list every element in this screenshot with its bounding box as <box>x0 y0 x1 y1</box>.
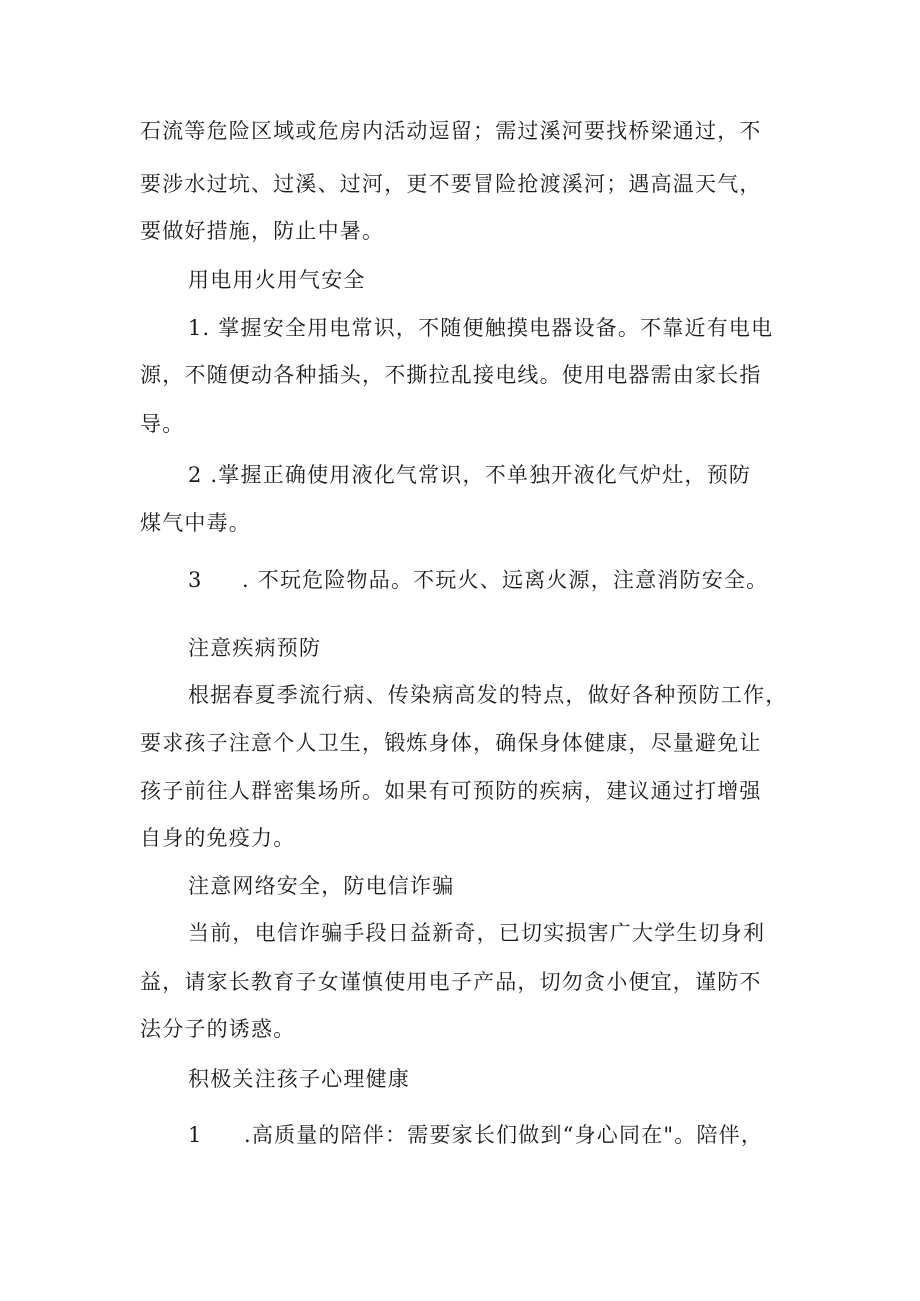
section-heading-mental: 积极关注孩子心理健康 <box>188 1067 410 1091</box>
paragraph-line: 法分子的诱惑。 <box>140 1017 296 1041</box>
paragraph-line: 孩子前往人群密集场所。如果有可预防的疾病，建议通过打增强 <box>140 779 762 803</box>
paragraph-line: .高质量的陪伴：需要家长们做到“身心同在"。陪伴， <box>244 1123 764 1147</box>
paragraph-line: 导。 <box>140 412 185 436</box>
list-number: 1 <box>188 1123 202 1147</box>
section-heading-disease: 注意疾病预防 <box>188 636 322 660</box>
section-heading-network: 注意网络安全，防电信诈骗 <box>188 874 455 898</box>
paragraph-line: 石流等危险区域或危房内活动逗留；需过溪河要找桥梁通过，不 <box>140 119 762 143</box>
paragraph-line: 要涉水过坑、过溪、过河，更不要冒险抢渡溪河；遇高温天气， <box>140 172 762 196</box>
list-number: 3 <box>188 568 202 592</box>
paragraph-line: 源，不随便动各种插头，不撕拉乱接电线。使用电器需由家长指 <box>140 363 762 387</box>
paragraph-line: 益，请家长教育子女谨慎使用电子产品，切勿贪小便宜，谨防不 <box>140 970 762 994</box>
paragraph-line: 当前，电信诈骗手段日益新奇，已切实损害广大学生切身利 <box>188 921 766 945</box>
paragraph-line: 自身的免疫力。 <box>140 826 296 850</box>
paragraph-line: 根据春夏季流行病、传染病高发的特点，做好各种预防工作， <box>188 683 788 707</box>
paragraph-line: 煤气中毒。 <box>140 511 251 535</box>
section-heading-electric: 用电用火用气安全 <box>188 268 366 292</box>
paragraph-line: 要做好措施，防止中暑。 <box>140 219 385 243</box>
paragraph-line: 要求孩子注意个人卫生，锻炼身体，确保身体健康，尽量避免让 <box>140 731 762 755</box>
paragraph-line: 1. 掌握安全用电常识，不随便触摸电器设备。不靠近有电电 <box>188 316 774 340</box>
paragraph-line: 2 .掌握正确使用液化气常识，不单独开液化气炉灶，预防 <box>188 463 752 487</box>
paragraph-line: . 不玩危险物品。不玩火、远离火源，注意消防安全。 <box>242 568 769 592</box>
